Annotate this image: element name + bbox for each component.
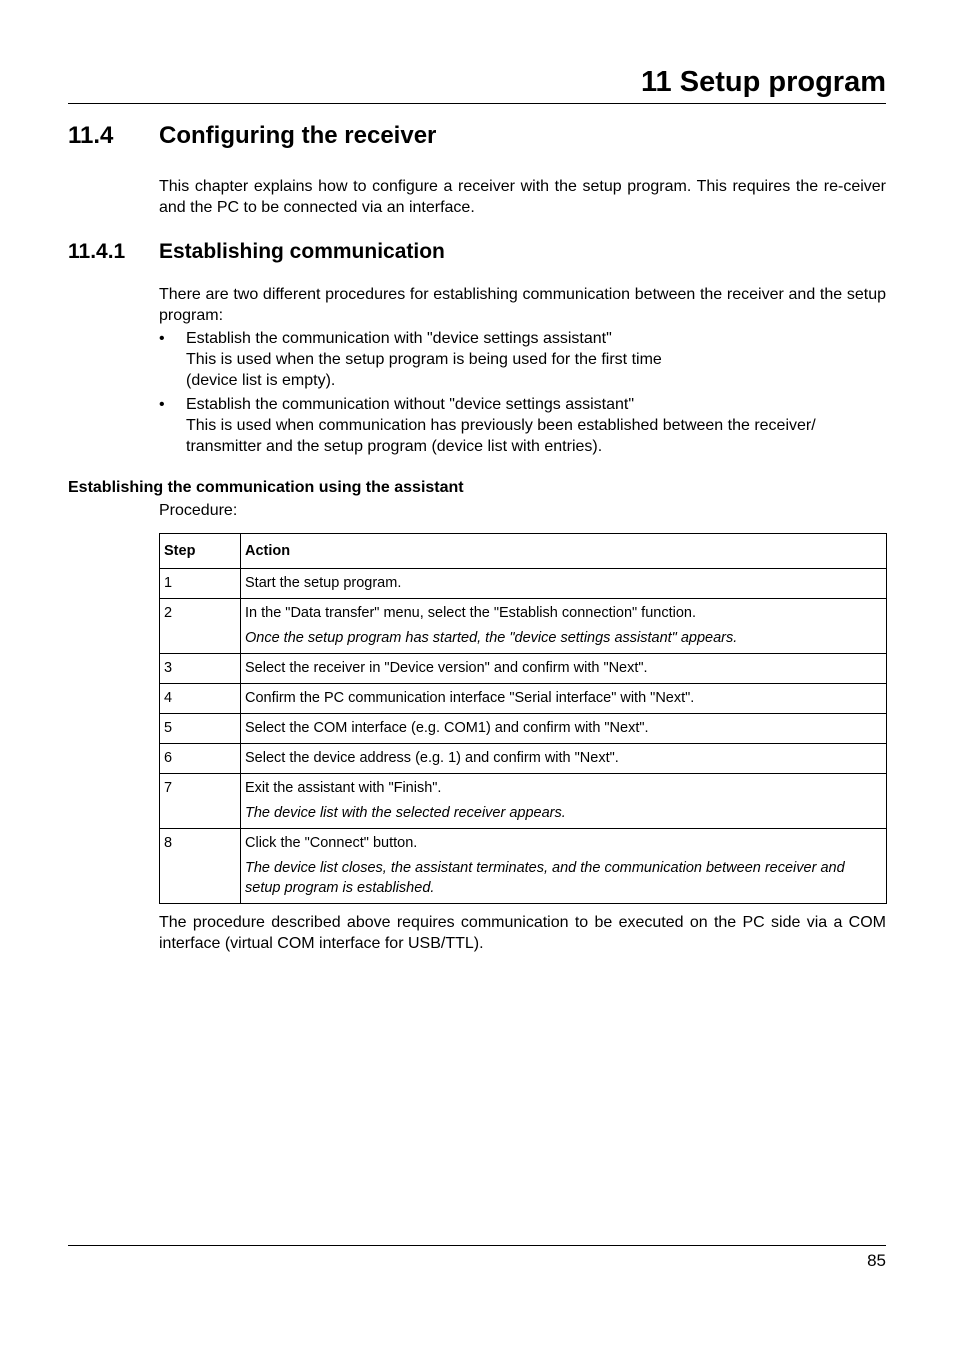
table-row <box>160 684 887 714</box>
action-text: In the "Data transfer" menu, select the "Establish connection" function. <box>245 605 697 621</box>
step-action <box>241 569 887 599</box>
action-text: Select the COM interface (e.g. COM1) and confirm with "Next". <box>245 720 649 736</box>
header-rule <box>68 103 886 104</box>
section-number: 11.4 <box>68 122 114 149</box>
action-text: Click the "Connect" button. <box>245 835 418 851</box>
step-number: 3 <box>160 654 241 684</box>
page-number: 85 <box>867 1251 886 1270</box>
action-result: The device list with the selected receiver appears. <box>245 805 566 821</box>
subsection-intro: There are two different procedures for establishing communication between the receiver and the setup program: <box>159 286 886 324</box>
action-text: Select the device address (e.g. 1) and confirm with "Next". <box>245 750 619 766</box>
footer-rule <box>68 1245 886 1246</box>
bullet-line: Establish the communication without "device settings assistant" <box>186 396 635 413</box>
header-step: Step <box>160 534 241 569</box>
section-heading <box>68 122 436 150</box>
step-action <box>241 684 887 714</box>
step-action <box>241 599 887 654</box>
table-row <box>160 569 887 599</box>
step-number: 8 <box>160 829 241 904</box>
list-item <box>159 328 886 391</box>
subsection-heading <box>68 240 445 264</box>
bullet-line: transmitter and the setup program (device list with entries). <box>186 438 603 455</box>
header-action: Action <box>241 534 887 569</box>
table-row <box>160 829 887 904</box>
step-action <box>241 774 887 829</box>
step-number: 1 <box>160 569 241 599</box>
step-number: 7 <box>160 774 241 829</box>
table-row <box>160 714 887 744</box>
action-text: Exit the assistant with "Finish". <box>245 780 442 796</box>
bullet-line: Establish the communication with "device settings assistant" <box>186 330 612 347</box>
bullet-marker: • <box>159 396 165 413</box>
assistant-heading: Establishing the communication using the assistant <box>68 479 464 496</box>
step-number: 4 <box>160 684 241 714</box>
bullet-line: (device list is empty). <box>186 372 336 389</box>
bullet-line: This is used when communication has previously been established between the receiver/ <box>186 417 816 434</box>
closing-paragraph: The procedure described above requires communication to be executed on the PC side via a COM interface (virtual COM interface for USB/TTL). <box>159 914 886 952</box>
subsection-title: Establishing communication <box>159 240 445 263</box>
bullet-line: This is used when the setup program is being used for the first time <box>186 351 662 368</box>
action-text: Select the receiver in "Device version" and confirm with "Next". <box>245 660 648 676</box>
step-number: 5 <box>160 714 241 744</box>
table-row <box>160 599 887 654</box>
step-action <box>241 744 887 774</box>
action-result: Once the setup program has started, the "device settings assistant" appears. <box>245 630 738 646</box>
procedure-list <box>159 328 886 391</box>
step-number: 2 <box>160 599 241 654</box>
section-title: Configuring the receiver <box>159 122 437 149</box>
procedure-label: Procedure: <box>159 502 238 519</box>
procedure-list <box>159 394 886 457</box>
chapter-title: 11 Setup program <box>641 66 886 98</box>
table-header-row <box>160 534 887 569</box>
subsection-number: 11.4.1 <box>68 240 126 263</box>
step-number: 6 <box>160 744 241 774</box>
table-row <box>160 654 887 684</box>
list-item <box>159 394 886 457</box>
bullet-marker: • <box>159 330 165 347</box>
table-row <box>160 744 887 774</box>
action-text: Start the setup program. <box>245 575 402 591</box>
action-text: Confirm the PC communication interface "Serial interface" with "Next". <box>245 690 695 706</box>
action-result: The device list closes, the assistant terminates, and the communication between receiver and setup program is established. <box>245 860 845 896</box>
step-action <box>241 714 887 744</box>
table-row <box>160 774 887 829</box>
step-action <box>241 654 887 684</box>
steps-table <box>159 533 887 904</box>
section-intro: This chapter explains how to configure a receiver with the setup program. This requires the re-ceiver and the PC to be connected via an interface. <box>159 178 886 216</box>
step-action <box>241 829 887 904</box>
